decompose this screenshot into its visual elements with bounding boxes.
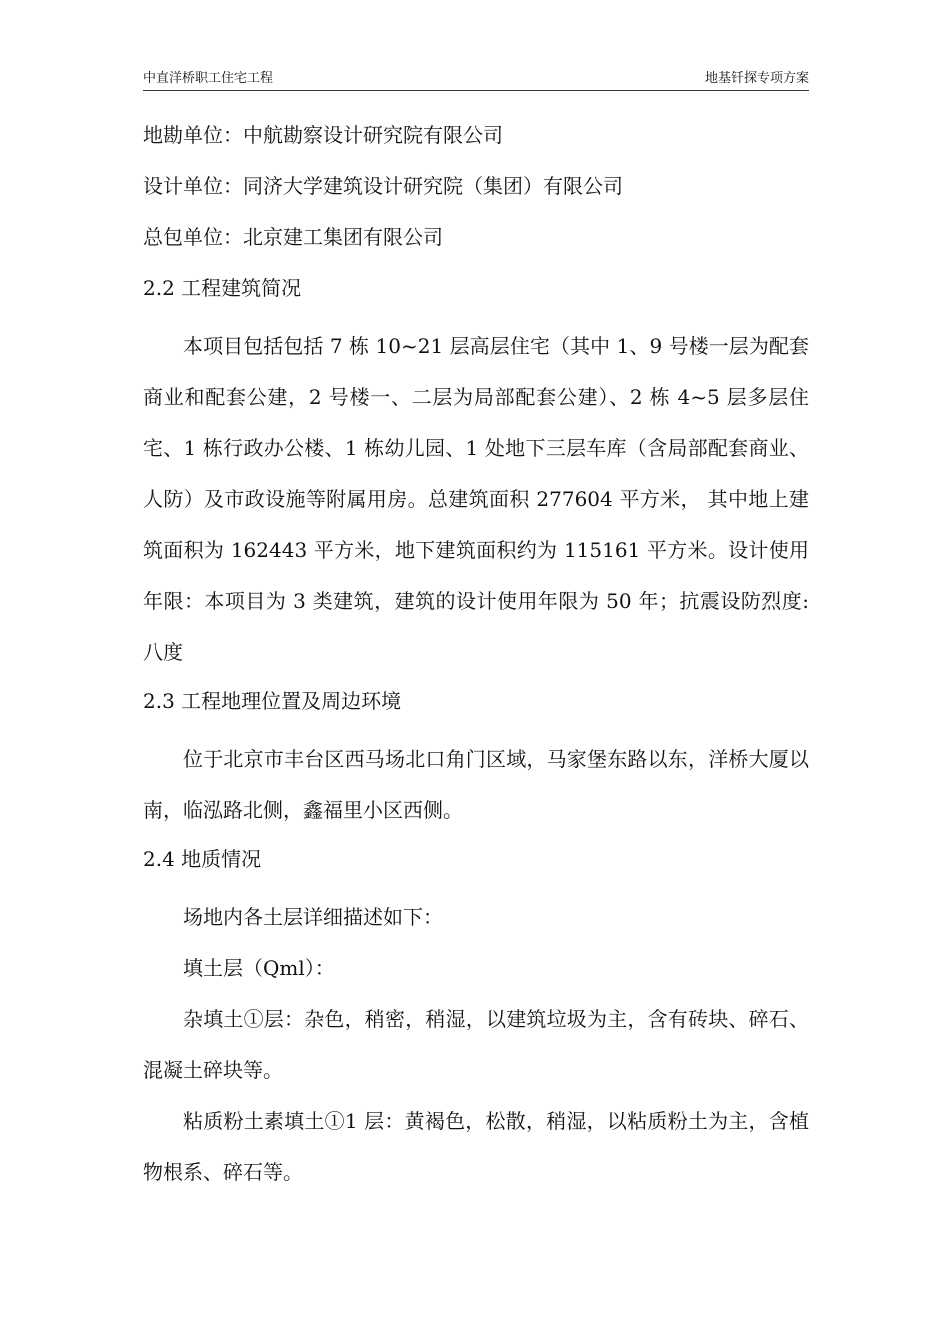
clayey-silt-fill-layer: 粘质粉土素填土①1 层：黄褐色，松散，稍湿，以粘质粉土为主，含植物根系、碎石等。 [143,1109,809,1184]
contractor-unit-line: 总包单位：北京建工集团有限公司 [143,225,443,249]
header-project-name: 中直洋桥职工住宅工程 [143,71,274,86]
header-document-title: 地基钎探专项方案 [704,71,809,86]
soil-layers-intro: 场地内各土层详细描述如下： [183,905,443,929]
page-header [143,70,809,91]
section-2-3-body: 位于北京市丰台区西马场北口角门区域，马家堡东路以东，洋桥大厦以南，临泓路北侧，鑫福里小区西侧。 [143,747,809,822]
section-2-3-heading: 2.3 工程地理位置及周边环境 [143,689,402,713]
section-2-4-heading: 2.4 地质情况 [143,847,262,871]
document-body [143,117,809,1198]
miscellaneous-fill-layer: 杂填土①层：杂色，稍密，稍湿，以建筑垃圾为主，含有砖块、碎石、混凝土碎块等。 [143,1007,809,1082]
survey-unit-line: 地勘单位：中航勘察设计研究院有限公司 [143,123,503,147]
section-2-2-body: 本项目包括包括 7 栋 10~21 层高层住宅（其中 1、9 号楼一层为配套商业和配套公建，2 号楼一、二层为局部配套公建）、2 栋 4~5 层多层住宅、1 栋行政办公楼、1 栋幼儿园、1 处地下三层车库（含局部配套商业、人防）及市政设施等附属用房。总建筑面积 277604 平方米， 其中地上建筑面积为 162443 平方米，地下建筑面积约为 115161 平方米。设计使用年限：本项目为 3 类建筑，建筑的设计使用年限为 50 年；抗震设防烈度:八度 [143,334,809,664]
fill-layer-title: 填土层（Qml）： [183,956,335,980]
section-2-2-heading: 2.2 工程建筑简况 [143,276,302,300]
design-unit-line: 设计单位：同济大学建筑设计研究院（集团）有限公司 [143,174,623,198]
